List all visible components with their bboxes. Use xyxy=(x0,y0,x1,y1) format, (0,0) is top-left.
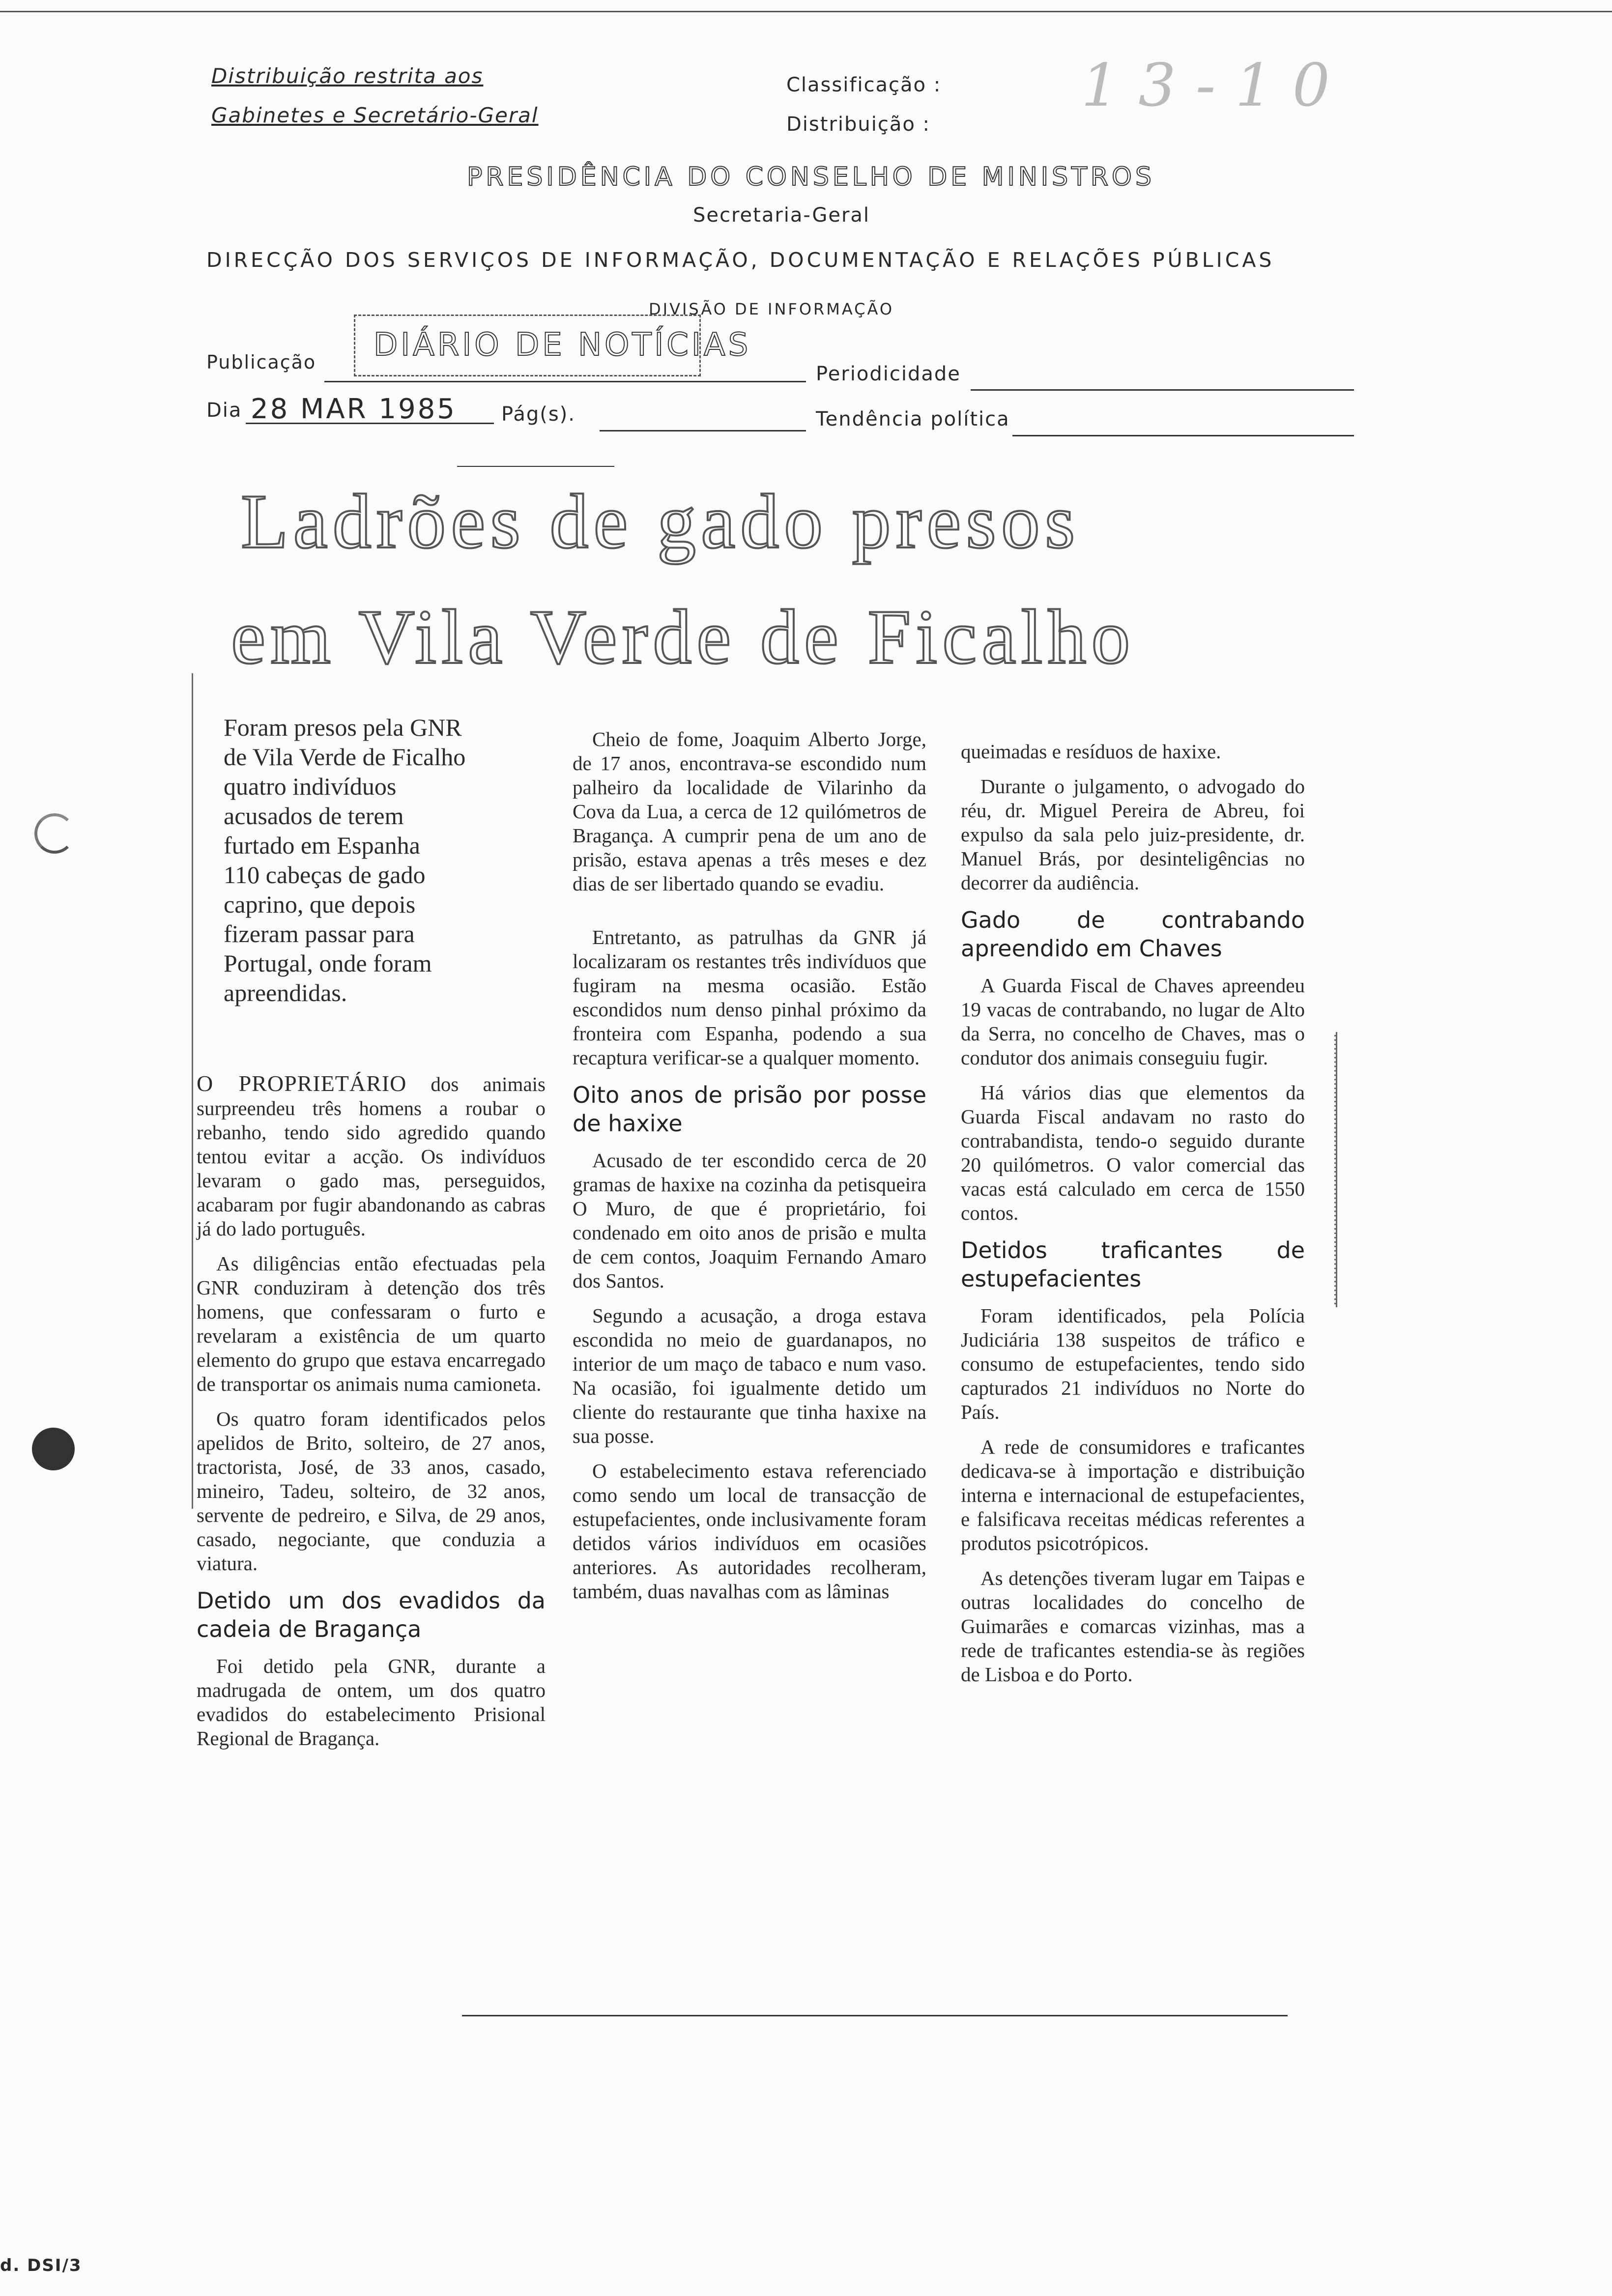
lead-line: fizeram passar para xyxy=(224,920,415,947)
dia-line xyxy=(246,423,494,424)
tendencia-label: Tendência política xyxy=(816,408,1010,430)
scan-top-edge xyxy=(0,11,1612,12)
handwritten-code: 13-10 xyxy=(1081,52,1350,120)
lead-line: furtado em Espanha xyxy=(224,832,420,859)
punch-hole-icon xyxy=(34,813,75,854)
secretaria-geral: Secretaria-Geral xyxy=(693,204,870,227)
col1-caps-start: O PROPRIETÁRIO xyxy=(197,1071,407,1096)
col3-paragraph: A Guarda Fiscal de Chaves apreendeu 19 vacas de contrabando, no lugar de Alto da Serra, no concelho de Chaves, mas o condutor dos animais conseguiu fugir. xyxy=(961,974,1305,1069)
headline-line-2: em Vila Verde de Ficalho xyxy=(231,594,1135,680)
lead-line: de Vila Verde de Ficalho xyxy=(224,743,466,771)
right-edge-rule xyxy=(1334,1032,1337,1307)
publicacao-value: DIÁRIO DE NOTÍCIAS xyxy=(374,327,751,363)
lead-line: apreendidas. xyxy=(224,979,347,1006)
presidency-title: PRESIDÊNCIA DO CONSELHO DE MINISTROS xyxy=(467,162,1155,192)
col1-paragraph xyxy=(197,1071,546,1241)
col2-paragraph: Segundo a acusação, a droga estava escondida no meio de guardanapos, no interior de um maço de tabaco e num vaso. Na ocasião, foi igualmente detido um cliente do restaurante que tinha haxixe na sua posse. xyxy=(573,1304,926,1447)
article-column-3 xyxy=(961,740,1305,1697)
col3-paragraph: Durante o julgamento, o advogado do réu, dr. Miguel Pereira de Abreu, foi expulso da sala pelo juiz-presidente, dr. Manuel Brás, por desinteligências no decorrer da audiência. xyxy=(961,775,1305,894)
lead-line: acusados de terem xyxy=(224,802,404,830)
col1-paragraph: Os quatro foram identificados pelos apelidos de Brito, solteiro, de 27 anos, tractorista, José, de 33 anos, casado, mineiro, Tadeu, solteiro, de 32 anos, servente de pedreiro, e Silva, de 29 anos, casado, negociante, que conduzia a viatura. xyxy=(197,1407,546,1575)
pags-line xyxy=(600,430,806,431)
subheading-oito-anos: Oito anos de prisão por posse de haxixe xyxy=(573,1082,926,1137)
col2-paragraph: Acusado de ter escondido cerca de 20 gramas de haxixe na cozinha da petisqueira O Muro, de que é proprietário, foi condenado em oito anos de prisão e multa de cem contos, Joaquim Fernando Amaro dos Santos. xyxy=(573,1149,926,1292)
col1-p1-rest: dos animais surpreendeu três homens a roubar o rebanho, tendo sido agredido quando tentou evitar a acção. Os indivíduos levaram o gado mas, perseguidos, acabaram por fugir abandonando as cabras já do lado português. xyxy=(197,1073,546,1240)
article-column-1 xyxy=(197,1071,546,1761)
periodicidade-label: Periodicidade xyxy=(816,363,961,385)
col1-paragraph: As diligências então efectuadas pela GNR conduziram à detenção dos três homens, que confessaram o furto e revelaram a existência de um quarto elemento do grupo que estava encarregado de transportar os animais numa camioneta. xyxy=(197,1252,546,1395)
publicacao-label: Publicação xyxy=(206,351,317,373)
distribuicao-label: Distribuição : xyxy=(786,113,931,136)
col3-paragraph: Foram identificados, pela Polícia Judiciária 138 suspeitos de tráfico e consumo de estupefacientes, tendo sido capturados 21 indivíduos no Norte do País. xyxy=(961,1304,1305,1423)
tendencia-line xyxy=(1012,435,1354,436)
direccao-title: DIRECÇÃO DOS SERVIÇOS DE INFORMAÇÃO, DOCUMENTAÇÃO E RELAÇÕES PÚBLICAS xyxy=(206,248,1275,272)
dia-value: 28 MAR 1985 xyxy=(251,393,457,425)
col3-paragraph: A rede de consumidores e traficantes dedicava-se à importação e distribuição interna e internacional de estupefacientes, e falsificava receitas médicas referentes a produtos psicotrópicos. xyxy=(961,1435,1305,1554)
clipping-bottom-rule xyxy=(462,2015,1288,2016)
headline-line-1: Ladrões de gado presos xyxy=(241,479,1080,565)
punch-hole-icon xyxy=(32,1428,75,1470)
col2-paragraph: Entretanto, as patrulhas da GNR já localizaram os restantes três indivíduos que fugiram na mesma ocasião. Estão escondidos num denso pinhal próximo da fronteira com Espanha, podendo a sua recaptura verificar-se a qualquer momento. xyxy=(573,926,926,1069)
col2-paragraph: Cheio de fome, Joaquim Alberto Jorge, de 17 anos, encontrava-se escondido num palheiro da localidade de Vilarinho da Cova da Lua, a cerca de 12 quilómetros de Bragança. A cumprir pena de um ano de prisão, estava apenas a três meses e dez dias de ser libertado quando se evadiu. xyxy=(573,728,926,895)
classificacao-label: Classificação : xyxy=(786,74,942,96)
col3-paragraph: queimadas e resíduos de haxixe. xyxy=(961,740,1221,763)
publicacao-line xyxy=(324,381,806,382)
lead-line: 110 cabeças de gado xyxy=(224,861,426,889)
pags-label: Pág(s). xyxy=(501,403,576,426)
lead-line: Portugal, onde foram xyxy=(224,949,432,977)
col3-paragraph: As detenções tiveram lugar em Taipas e outras localidades do concelho de Guimarães e comarcas vizinhas, mas a rede de traficantes estendia-se às regiões de Lisboa e do Porto. xyxy=(961,1567,1305,1686)
divisao-title: DIVISÃO DE INFORMAÇÃO xyxy=(649,300,894,318)
lead-line: caprino, que depois xyxy=(224,890,416,918)
restriction-line-2: Gabinetes e Secretário-Geral xyxy=(211,103,539,127)
clipping-top-rule xyxy=(457,466,614,467)
form-code: d. DSI/3 xyxy=(0,2256,82,2275)
subheading-gado-contrabando: Gado de contrabando apreendido em Chaves xyxy=(961,907,1305,962)
lead-line: Foram presos pela GNR xyxy=(224,714,462,741)
subheading-detidos-traficantes: Detidos traficantes de estupefacientes xyxy=(961,1237,1305,1292)
col2-paragraph: O estabelecimento estava referenciado como sendo um local de transacção de estupefacientes, onde inclusivamente foram detidos vários indivíduos em ocasiões anteriores. As autoridades recolheram, também, duas navalhas com as lâminas xyxy=(573,1460,926,1603)
lead-line: quatro indivíduos xyxy=(224,773,397,800)
col3-paragraph: Há vários dias que elementos da Guarda Fiscal andavam no rasto do contrabandista, tendo-o seguido durante 20 quilómetros. O valor comercial das vacas está calculado em cerca de 1550 contos. xyxy=(961,1081,1305,1224)
restriction-line-1: Distribuição restrita aos xyxy=(211,64,484,88)
left-column-rule xyxy=(192,673,193,1509)
dia-label: Dia xyxy=(206,399,242,422)
subheading-detido: Detido um dos evadidos da cadeia de Bragança xyxy=(197,1587,546,1642)
article-lead xyxy=(224,713,568,1007)
article-column-2 xyxy=(573,727,926,1614)
periodicidade-line xyxy=(971,389,1354,391)
col1-paragraph: Foi detido pela GNR, durante a madrugada de ontem, um dos quatro evadidos do estabelecimento Prisional Regional de Bragança. xyxy=(197,1655,546,1750)
